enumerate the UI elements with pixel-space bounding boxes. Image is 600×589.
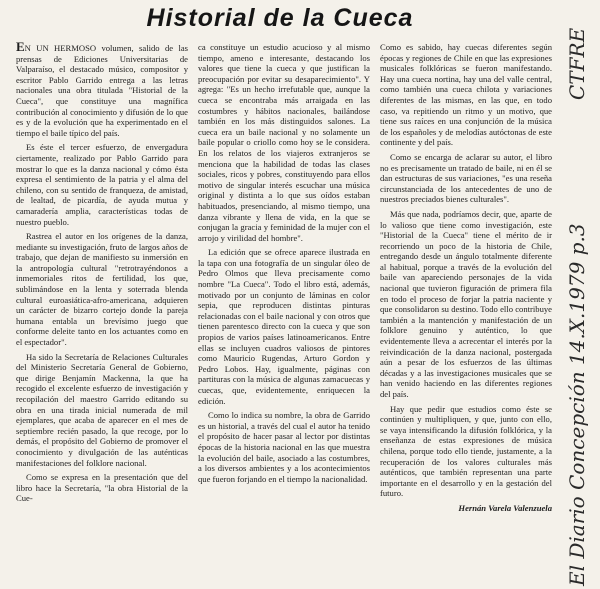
margin-note-text-2: CTFRE bbox=[565, 27, 589, 100]
article-body bbox=[16, 42, 552, 582]
margin-note-text: El Diario Concepción 14.X.1979 p.3 bbox=[565, 223, 589, 586]
paragraph bbox=[16, 42, 188, 138]
article-title: Historial de la Cueca bbox=[146, 4, 414, 32]
margin-note-svg bbox=[554, 0, 600, 589]
paragraph: Es éste el tercer esfuerzo, de envergadura ciertamente, realizado por Pablo Garrido para mostrar lo que es la danza nacional y cómo ésta expresa el sentimiento de la patria y el alma del chileno, con su sentido de franqueza, de amistad, de lealtad, de picardía, de ayuda mutua y camaradería amplia, características todas de nuestro pueblo. bbox=[16, 142, 188, 227]
paragraph: Como se encarga de aclarar su autor, el libro no es precisamente un tratado de baile, ni en él se dan estructuras de sus variaciones, "es una reseña circunstanciada de los antecedentes de uno de nuestros preciados bienes culturales". bbox=[380, 151, 552, 205]
paragraph: Como es sabido, hay cuecas diferentes según épocas y regiones de Chile en que las expresiones musicales folklóricas se fueron manifestando. Hay una cueca nortina, hay una del valle central, como también una cueca chilota y variaciones diferentes de las mismas, en las que, en todo caso, va repitiendo un ritmo y un motivo, que tiene sus raíces en una conjunción de la música de los españoles y de melodías autóctonas de este continente y del país. bbox=[380, 42, 552, 148]
column-1 bbox=[16, 42, 188, 582]
column-2 bbox=[198, 42, 370, 582]
paragraph: ca constituye un estudio acucioso y al mismo tiempo, ameno e interesante, destacando los valores que tiene la cueca y que justifican la preocupación por evitar su desaparecimiento". Y agrega: "Es un hecho irrefutable que, aunque la cueca se encontraba más arraigada en las costumbres y hábitos nacionales, bailándose también en los más distinguidos salones. La cueca era un baile nacional y no solamente un baile popular o criollo como hoy se le considera. En los relatos de los viajeros extranjeros se menciona que la habilidad de todas las clases sociales, ricos y pobres, constituyendo para ellos motivo de singular interés escuchar una música original y distinta a lo que sus oídos estaban habituados, presenciando, al mismo tiempo, una danza vibrante y llena de vida, en la que se conjugan la gracia y feminidad de la mujer con el arrojo y virilidad del hombre". bbox=[198, 42, 370, 243]
paragraph: Rastrea el autor en los orígenes de la danza, mediante su investigación, fruto de largos años de trabajo, que dejan de manifiesto su inmersión en la antropología cultural "retrotrayéndonos a inmemoriales ritos de fertilidad, los que, sublimándose en la lenta y soterrada blenda cultural euroasiática-afro-americana, adquieren un carácter de bizarro cortejo donde la pareja humana entabla un brevísimo juego que conforme deleite tanto en los actuantes como en el espectador". bbox=[16, 231, 188, 348]
paragraph: Más que nada, podríamos decir, que, aparte de lo valioso que tiene como investigación, este "Historial de la Cueca" tiene el mérito de ir recorriendo un poco de la historia de Chile, entregando desde un ángulo totalmente diferente al habitual, porque a través de la evolución del baile van apareciendo personajes de la vida nacional que tuvieron figuración de primera fila en todo el proceso de forjar la patria naciente y que consolidaron su destino. Todo ello contribuye también a la mantención y manifestación de un folklore genuino y auténtico, lo que evidentemente lleva a acrecentar el interés por la reivindicación de la danza nacional, postergada aún a pesar de los esfuerzos de las últimas décadas y a las investigaciones musicales que se han venido haciendo en las diferentes regiones del país. bbox=[380, 208, 552, 399]
paragraph: La edición que se ofrece aparece ilustrada en la tapa con una fotografía de un singular óleo de Pedro Olmos que lleva precisamente como nombre "La Cueca". Todo el libro está, además, motivado por un conjunto de láminas en color sepia, que reproducen distintas pinturas relacionadas con el baile nacional y con otros que tienen parentesco directo con la cueca y que son propios de varios países latinoamericanos. Entre ellas se incluyen cuadros valiosos de pintores como Mauricio Rugendas, Arturo Gordon y Pedro Lobos. Hay, igualmente, páginas con partituras con la música de algunas zamacuecas y cuecas, que, evidentemente, enriquecen la edición. bbox=[198, 247, 370, 406]
paragraph: Ha sido la Secretaría de Relaciones Culturales del Ministerio Secretaría General de Gobierno, que dirige Benjamín Mackenna, la que ha recogido el excelente esfuerzo de investigación y recopilación del maestro Garrido editando su obra en una tirada inicial numerada de mil ejemplares, que acaba de aparecer en el mes de septiembre recién pasado, la que recoge, por lo demás, el propósito del Gobierno de promover el conocimiento y divulgación de las auténticas manifestaciones del folklore nacional. bbox=[16, 351, 188, 468]
author-signature: Hernán Varela Valenzuela bbox=[458, 502, 552, 513]
column-3 bbox=[380, 42, 552, 582]
paragraph-text: N UN HERMOSO volumen, salido de las prensas de Ediciones Universitarias de Valparaíso, el destacado músico, compositor y escritor Pablo Garrido entrega a las letras nacionales una obra titulada "Historial de la Cueca", que constituye una magnífica contribución al conocimiento y difusión de lo que es y de la evolución que ha experimentado en el tiempo el baile típico del país. bbox=[16, 43, 188, 138]
paragraph: Hay que pedir que estudios como éste se continúen y multipliquen, y que, junto con ello, se vaya intensificando la difusión folklórica, y la enseñanza de estas expresiones de música chilena, porque todo ello tiende, justamente, a la recuperación de los valores culturales más auténticos, que también representan una parte importante en el desarrollo y en la gestación del futuro. bbox=[380, 403, 552, 499]
paragraph: Como se expresa en la presentación que del libro hace la Secretaría, "la obra Historial de la Cue- bbox=[16, 472, 188, 504]
handwritten-margin-note bbox=[554, 0, 600, 589]
drop-cap: E bbox=[16, 42, 25, 54]
paragraph: Como lo indica su nombre, la obra de Garrido es un historial, a través del cual el autor ha tenido el propósito de hacer pasar al lector por distintas épocas de la historia nacional en las que muestra la evolución del baile, asociado a las costumbres, a los diversos ambientes y a los acontecimientos que fueron forjando en el tiempo la nacionalidad. bbox=[198, 410, 370, 484]
